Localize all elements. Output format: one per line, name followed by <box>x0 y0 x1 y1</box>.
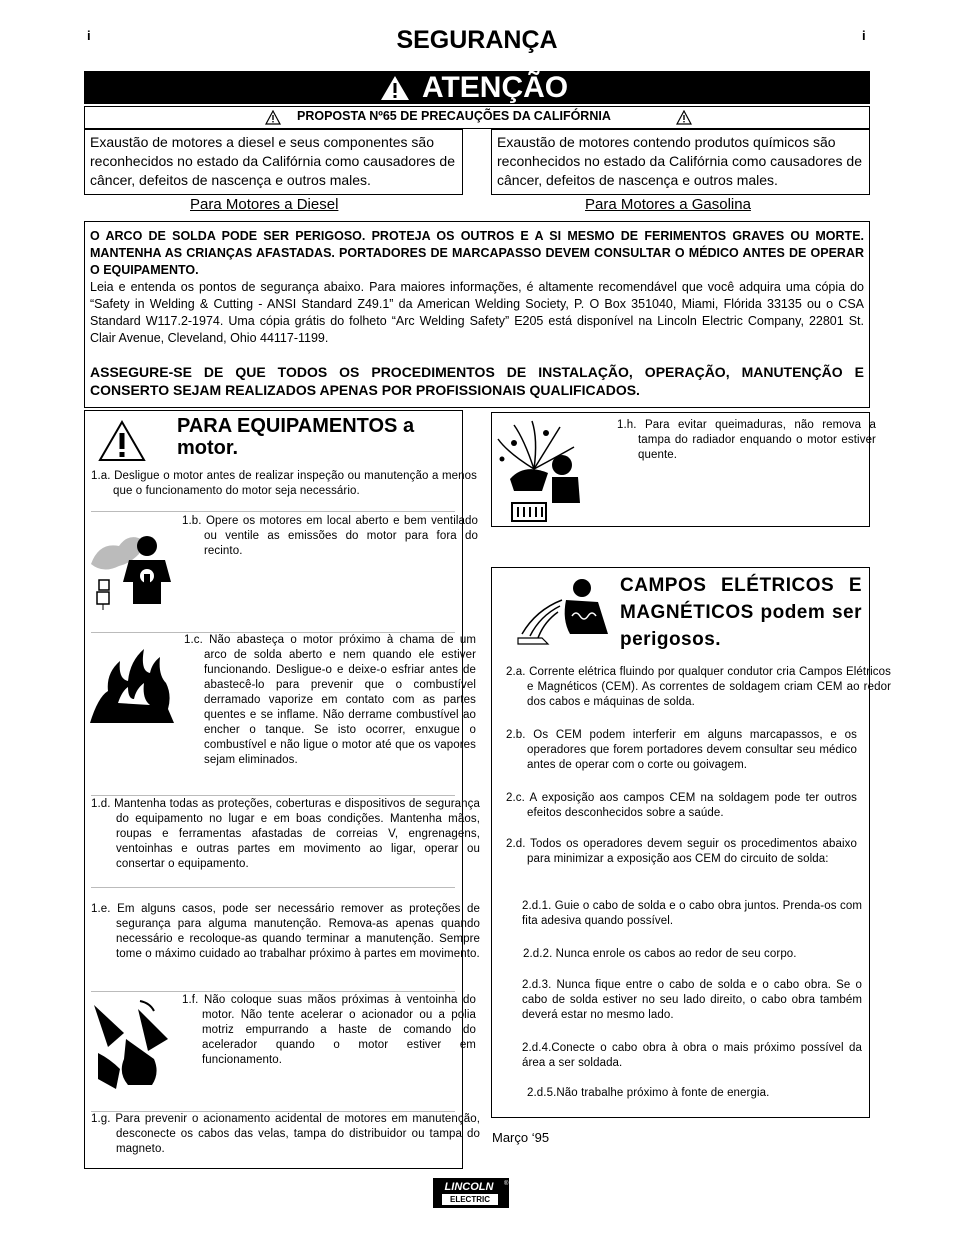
engine-heading: PARA EQUIPAMENTOS a motor. <box>177 415 415 459</box>
page-number-right: i <box>862 28 866 43</box>
revision-date: Março ‘95 <box>492 1130 550 1145</box>
divider <box>91 887 455 888</box>
diesel-label: Para Motores a Diesel <box>190 196 339 213</box>
prop65-header <box>84 106 870 129</box>
warning-body-text: Leia e entenda os pontos de segurança abaixo. Para maiores informações, é altamente recomendável que você adquira uma cópia do “Safety in Welding & Cutting - ANSI Standard Z49.1” da American Welding Society, P. O Box 351040, Miami, Flórida 33135 ou o CSA Standard W117.2-1974. Uma cópia grátis do folheto “Arc Welding Safety” E205 está disponível na Lincoln Electric Company, 22801 St. Clair Avenue, Cleveland, Ohio 44117-1199. <box>90 280 864 345</box>
engine-item-1d: 1.d. Mantenha todas as proteções, coberturas e dispositivos de segurança do equipamento no lugar e em boas condições. Mantenha mãos, roupas e ferramentas afastadas de correias V, engrenagens, ventoinhas e outras partes em movimento ao ligar, operar ou consertar o equipamento. <box>91 798 480 870</box>
hot-radiator-icon <box>494 419 584 523</box>
engine-item-1a: 1.a. Desligue o motor antes de realizar inspeção ou manutenção a menos que o funcionamento do motor seja necessário. <box>91 470 478 497</box>
arc-welding-warning <box>84 221 870 408</box>
engine-item-1b: 1.b. Opere os motores em local aberto e bem ventilado ou ventile as emissões do motor para fora do recinto. <box>182 515 479 557</box>
prop65-title: PROPOSTA Nº65 DE PRECAUÇÕES DA CALIFÓRNIA <box>297 109 611 123</box>
gasoline-label: Para Motores a Gasolina <box>585 196 751 213</box>
engine-item-1g: 1.g. Para prevenir o acionamento acidental de motores em manutenção, desconecte os cabos das velas, tampa do distribuidor ou tampa do magneto. <box>91 1113 480 1155</box>
emf-heading: CAMPOS ELÉTRICOS E MAGNÉTICOS podem ser perigosos. <box>620 575 862 650</box>
electromagnetic-field-icon <box>514 576 614 646</box>
emf-item-2d4: 2.d.4.Conecte o cabo obra à obra o mais próximo possível da área a ser soldada. <box>522 1042 862 1069</box>
engine-item-1c: 1.c. Não abasteça o motor próximo à chama de um arco de solda aberto e nem quando ele estiver funcionando. Desligue-o e deixe-o esfriar antes de abastecê-lo para prevenir que o combustível derramado vaporize em contato com as partes quentes e se inflame. Não derrame combustível ao encher o tanque. Se isto ocorrer, enxugue o combustível e não ligue o motor até que os vapores sejam eliminados. <box>184 634 476 766</box>
fan-hand-icon <box>88 999 174 1091</box>
emf-item-2d1: 2.d.1. Guie o cabo de solda e o cabo obra juntos. Prenda-os com fita adesiva quando possível. <box>522 900 862 927</box>
emf-item-2d2: 2.d.2. Nunca enrole os cabos ao redor de seu corpo. <box>523 948 797 960</box>
attention-banner <box>84 71 870 104</box>
warning-triangle-icon <box>676 110 692 125</box>
emf-item-2c: 2.c. A exposição aos campos CEM na soldagem pode ter outros efeitos desconhecidos sobre a saúde. <box>506 792 857 819</box>
lincoln-electric-logo: LINCOLN ELECTRIC ® <box>433 1178 509 1208</box>
warning-triangle-icon <box>265 110 281 125</box>
diesel-warning-text: Exaustão de motores a diesel e seus componentes são reconhecidos no estado da Califórnia como causadores de câncer, defeitos de nascença e outros males. <box>84 129 463 195</box>
engine-item-1f: 1.f. Não coloque suas mãos próximas à ventoinha do motor. Não tente acelerar o acionador ou a polia motriz empurrando a haste de comando do acelerador quando o motor estiver em funcionamento. <box>182 994 477 1066</box>
divider <box>91 991 455 992</box>
page-title: SEGURANÇA <box>396 26 558 54</box>
emf-item-2d3: 2.d.3. Nunca fique entre o cabo de solda e o cabo obra. Se o cabo de solda estiver no seu lado direito, o cabo obra também deverá estar no mesmo lado. <box>522 979 862 1021</box>
emf-item-2d5: 2.d.5.Não trabalhe próximo à fonte de energia. <box>527 1087 770 1099</box>
flame-icon <box>88 643 174 725</box>
divider <box>91 795 455 796</box>
banner-title: ATENÇÃO <box>422 71 569 104</box>
engine-item-1h: 1.h. Para evitar queimaduras, não remova a tampa do radiador enquando o motor estiver quente. <box>617 419 877 461</box>
engine-section <box>84 410 480 1169</box>
warning-qualified-text: ASSEGURE-SE DE QUE TODOS OS PROCEDIMENTOS DE INSTALAÇÃO, OPERAÇÃO, MANUTENÇÃO E CONSERTO SEJAM REALIZADOS APENAS POR PROFISSIONAIS QUALIFICADOS. <box>90 364 864 398</box>
warning-triangle-icon <box>380 75 410 101</box>
divider <box>91 511 455 512</box>
engine-item-1e: 1.e. Em alguns casos, pode ser necessário remover as proteções de segurança para alguma manutenção. Remova-as apenas quando necessário e recoloque-as quando terminar a manutenção. Sempre tome o máximo cuidado ao trabalhar próximo à partes em movimento. <box>91 903 480 960</box>
warning-triangle-icon <box>98 420 146 462</box>
engine-exhaust-icon <box>89 524 173 612</box>
emf-item-2a: 2.a. Corrente elétrica fluindo por qualquer condutor cria Campos Elétricos e Magnéticos (CEM). As correntes de soldagem criam CEM ao redor dos cabos e máquinas de solda. <box>506 666 891 708</box>
emf-item-2d: 2.d. Todos os operadores devem seguir os procedimentos abaixo para minimizar a exposição aos CEM do circuito de solda: <box>506 838 857 865</box>
gasoline-warning-text: Exaustão de motores contendo produtos químicos são reconhecidos no estado da Califórnia como causadores de câncer, defeitos de nascença e outros males. <box>491 129 870 195</box>
radiator-section <box>491 412 877 527</box>
page-number-left: i <box>87 28 91 43</box>
warning-bold-text: O ARCO DE SOLDA PODE SER PERIGOSO. PROTEJA OS OUTROS E A SI MESMO DE FERIMENTOS GRAVES OU MORTE. MANTENHA AS CRIANÇAS AFASTADAS. PORTADORES DE MARCAPASSO DEVEM CONSULTAR O MÉDICO ANTES DE OPERAR O EQUIPAMENTO. <box>90 229 864 277</box>
emf-item-2b: 2.b. Os CEM podem interferir em alguns marcapassos, e os operadores que forem portadores devem consultar seu médico antes de operar com o corte ou goivagem. <box>506 729 857 771</box>
emf-section <box>491 567 891 1118</box>
